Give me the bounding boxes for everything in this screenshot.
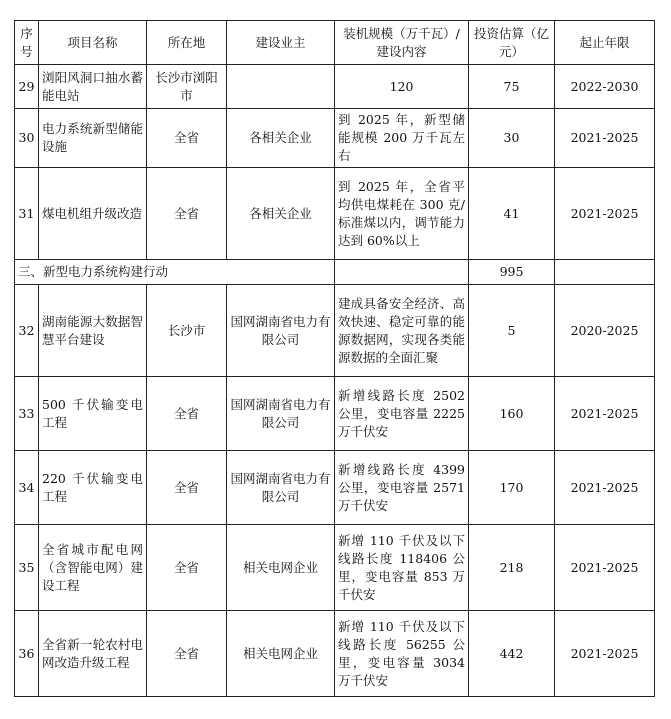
cell-name: 全省城市配电网（含智能电网）建设工程 bbox=[39, 525, 147, 611]
header-owner: 建设业主 bbox=[227, 21, 335, 65]
header-scale: 装机规模（万千瓦）/建设内容 bbox=[335, 21, 469, 65]
header-period: 起止年限 bbox=[555, 21, 655, 65]
cell-scale: 到 2025 年，新型储能规模 200 万千瓦左右 bbox=[335, 109, 469, 168]
cell-no: 29 bbox=[15, 65, 39, 109]
cell-location: 长沙市 bbox=[147, 285, 227, 377]
cell-location: 全省 bbox=[147, 377, 227, 451]
cell-name: 500 千伏输变电工程 bbox=[39, 377, 147, 451]
cell-location: 全省 bbox=[147, 525, 227, 611]
section-scale-empty bbox=[335, 260, 469, 285]
cell-location: 全省 bbox=[147, 451, 227, 525]
cell-location: 长沙市浏阳市 bbox=[147, 65, 227, 109]
table-row bbox=[15, 285, 655, 377]
cell-owner: 各相关企业 bbox=[227, 109, 335, 168]
cell-location: 全省 bbox=[147, 168, 227, 260]
cell-name: 浏阳风洞口抽水蓄能电站 bbox=[39, 65, 147, 109]
section-row bbox=[15, 260, 655, 285]
table-row bbox=[15, 525, 655, 611]
table-row bbox=[15, 451, 655, 525]
cell-investment: 41 bbox=[469, 168, 555, 260]
cell-no: 32 bbox=[15, 285, 39, 377]
cell-scale: 新增 110 千伏及以下线路长度 56255 公里，变电容量 3034 万千伏安 bbox=[335, 611, 469, 697]
project-table bbox=[14, 20, 655, 697]
cell-no: 33 bbox=[15, 377, 39, 451]
header-investment: 投资估算（亿元） bbox=[469, 21, 555, 65]
cell-scale: 新增线路长度 2502 公里，变电容量 2225 万千伏安 bbox=[335, 377, 469, 451]
cell-scale: 新增线路长度 4399 公里，变电容量 2571 万千伏安 bbox=[335, 451, 469, 525]
cell-scale: 到 2025 年，全省平均供电煤耗在 300 克/标准煤以内，调节能力达到 60%以上 bbox=[335, 168, 469, 260]
cell-investment: 160 bbox=[469, 377, 555, 451]
cell-investment: 218 bbox=[469, 525, 555, 611]
cell-period: 2021-2025 bbox=[555, 168, 655, 260]
cell-owner: 相关电网企业 bbox=[227, 525, 335, 611]
table-row bbox=[15, 377, 655, 451]
table-row bbox=[15, 611, 655, 697]
cell-no: 34 bbox=[15, 451, 39, 525]
cell-period: 2020-2025 bbox=[555, 285, 655, 377]
cell-investment: 442 bbox=[469, 611, 555, 697]
cell-no: 30 bbox=[15, 109, 39, 168]
cell-scale: 新增 110 千伏及以下线路长度 118406 公里，变电容量 853 万千伏安 bbox=[335, 525, 469, 611]
table-row bbox=[15, 65, 655, 109]
document-page bbox=[14, 20, 655, 697]
cell-owner: 国网湖南省电力有限公司 bbox=[227, 377, 335, 451]
header-no: 序号 bbox=[15, 21, 39, 65]
header-name: 项目名称 bbox=[39, 21, 147, 65]
cell-name: 全省新一轮农村电网改造升级工程 bbox=[39, 611, 147, 697]
cell-owner: 国网湖南省电力有限公司 bbox=[227, 451, 335, 525]
section-period-empty bbox=[555, 260, 655, 285]
cell-period: 2021-2025 bbox=[555, 109, 655, 168]
cell-name: 煤电机组升级改造 bbox=[39, 168, 147, 260]
cell-owner: 各相关企业 bbox=[227, 168, 335, 260]
table-row bbox=[15, 168, 655, 260]
cell-period: 2021-2025 bbox=[555, 611, 655, 697]
cell-investment: 5 bbox=[469, 285, 555, 377]
section-title: 三、新型电力系统构建行动 bbox=[15, 260, 335, 285]
cell-period: 2021-2025 bbox=[555, 525, 655, 611]
table-row bbox=[15, 109, 655, 168]
cell-owner: 相关电网企业 bbox=[227, 611, 335, 697]
cell-investment: 75 bbox=[469, 65, 555, 109]
cell-no: 31 bbox=[15, 168, 39, 260]
header-row bbox=[15, 21, 655, 65]
cell-owner: 国网湖南省电力有限公司 bbox=[227, 285, 335, 377]
cell-location: 全省 bbox=[147, 611, 227, 697]
cell-name: 电力系统新型储能设施 bbox=[39, 109, 147, 168]
cell-no: 36 bbox=[15, 611, 39, 697]
cell-no: 35 bbox=[15, 525, 39, 611]
cell-name: 湖南能源大数据智慧平台建设 bbox=[39, 285, 147, 377]
cell-investment: 170 bbox=[469, 451, 555, 525]
header-location: 所在地 bbox=[147, 21, 227, 65]
cell-location: 全省 bbox=[147, 109, 227, 168]
cell-owner bbox=[227, 65, 335, 109]
section-investment: 995 bbox=[469, 260, 555, 285]
cell-period: 2021-2025 bbox=[555, 451, 655, 525]
cell-period: 2022-2030 bbox=[555, 65, 655, 109]
cell-investment: 30 bbox=[469, 109, 555, 168]
cell-period: 2021-2025 bbox=[555, 377, 655, 451]
cell-name: 220 千伏输变电工程 bbox=[39, 451, 147, 525]
cell-scale: 120 bbox=[335, 65, 469, 109]
cell-scale: 建成具备安全经济、高效快速、稳定可靠的能源数据网，实现各类能源数据的全面汇聚 bbox=[335, 285, 469, 377]
